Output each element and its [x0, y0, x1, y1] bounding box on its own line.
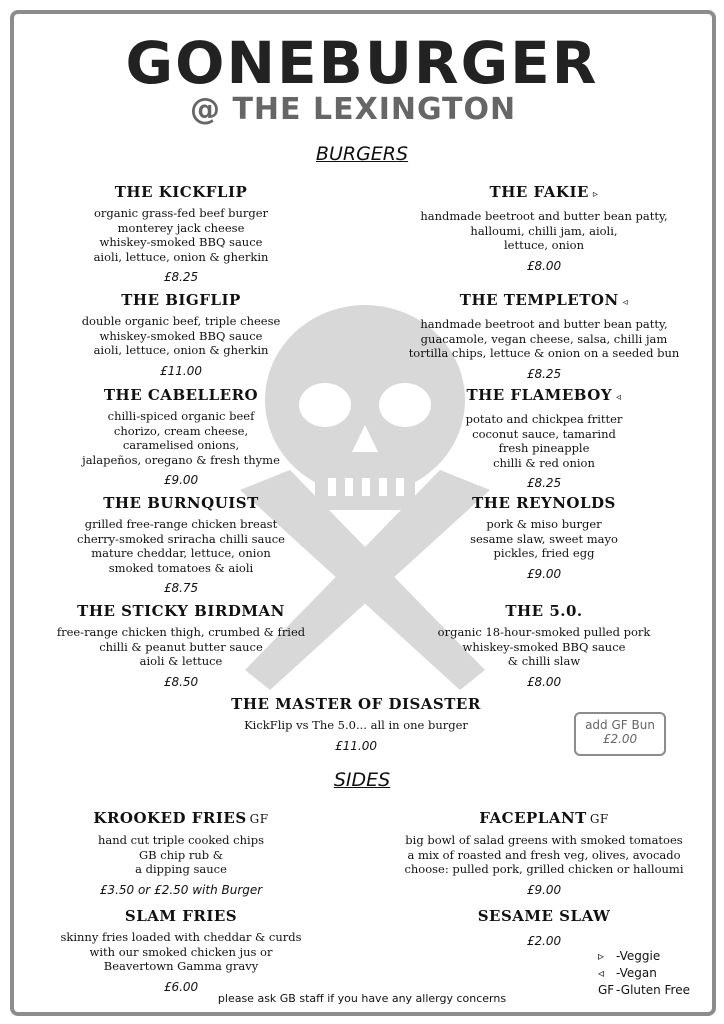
item-title: THE TEMPLETON: [459, 291, 619, 309]
menu-item: [200, 694, 512, 753]
menu-item: [394, 182, 694, 273]
menu-item: [394, 601, 694, 689]
item-price: £9.00: [526, 566, 562, 581]
section-heading-burgers: BURGERS: [315, 143, 409, 165]
item-price: £8.00: [526, 674, 562, 689]
vegan-icon: ◃: [622, 297, 629, 308]
item-price: £8.25: [163, 270, 199, 285]
allergy-note: please ask GB staff if you have any allergy concerns: [217, 992, 507, 1005]
item-price: £8.00: [526, 258, 562, 273]
gf-bun-price: £2.00: [602, 732, 638, 746]
item-price: £3.50 or £2.50 with Burger: [99, 882, 263, 897]
item-description: potato and chickpea fritter coconut sauce, tamarind fresh pineapple chilli & red onion: [465, 412, 623, 470]
item-description: big bowl of salad greens with smoked tomatoes a mix of roasted and fresh veg, olives, avocado choose: pulled pork, grilled chicken or halloumi: [404, 833, 684, 877]
item-price: £8.25: [526, 366, 562, 381]
item-title: FACEPLANT: [479, 809, 587, 827]
item-title: THE STICKY BIRDMAN: [77, 602, 285, 620]
legend-label: -Veggie: [616, 949, 661, 963]
item-title: THE FLAMEBOY: [466, 386, 613, 404]
item-price: £8.75: [163, 581, 199, 596]
item-title: THE 5.0.: [505, 602, 583, 620]
menu-item: [394, 290, 694, 381]
menu-item: [40, 182, 322, 284]
menu-item: [394, 493, 694, 581]
menu-item: [40, 290, 322, 378]
item-description: grilled free-range chicken breast cherry-smoked sriracha chilli sauce mature cheddar, lettuce, onion smoked tomatoes & aioli: [77, 517, 285, 575]
item-title: KROOKED FRIES: [93, 809, 247, 827]
item-title: THE BIGFLIP: [121, 291, 241, 309]
legend-label: -Gluten Free: [616, 983, 690, 997]
item-description: KickFlip vs The 5.0... all in one burger: [244, 718, 468, 732]
gf-bun-label: add GF Bun: [585, 718, 655, 732]
veggie-icon: ▹: [598, 949, 605, 963]
menu-item: [394, 808, 694, 897]
item-title: THE BURNQUIST: [103, 494, 259, 512]
legend-label: -Vegan: [616, 966, 657, 980]
item-description: pork & miso burger sesame slaw, sweet mayo pickles, fried egg: [470, 517, 618, 561]
item-description: free-range chicken thigh, crumbed & fried chilli & peanut butter sauce aioli & lettuce: [56, 625, 306, 669]
gf-icon: GF: [598, 983, 615, 997]
item-price: £6.00: [163, 979, 199, 994]
menu-item: [40, 601, 322, 689]
item-description: handmade beetroot and butter bean patty, guacamole, vegan cheese, salsa, chilli jam tortilla chips, lettuce & onion on a seeded bun: [408, 317, 680, 361]
item-description: chilli-spiced organic beef chorizo, cream cheese, caramelised onions, jalapeños, oregano & fresh thyme: [82, 409, 280, 467]
item-description: hand cut triple cooked chips GB chip rub & a dipping sauce: [98, 833, 264, 877]
item-title: THE CABELLERO: [103, 386, 259, 404]
brand-title: GONEBURGER: [125, 29, 599, 97]
veggie-icon: ▹: [592, 189, 599, 200]
item-title: THE KICKFLIP: [114, 183, 248, 201]
vegan-icon: ◃: [616, 392, 622, 403]
item-price: £11.00: [160, 363, 202, 378]
gluten-free-badge: GF: [589, 812, 609, 826]
item-price: £2.00: [526, 934, 562, 948]
item-description: organic grass-fed beef burger monterey jack cheese whiskey-smoked BBQ sauce aioli, lettuce, onion & gherkin: [93, 206, 269, 264]
menu-item: [394, 385, 694, 490]
item-price: £8.50: [163, 674, 199, 689]
item-title: THE FAKIE: [489, 183, 589, 201]
menu-item: [40, 906, 322, 994]
item-description: double organic beef, triple cheese whiskey-smoked BBQ sauce aioli, lettuce, onion & gherkin: [81, 314, 281, 358]
menu-item: [40, 385, 322, 487]
gf-bun-box: [574, 712, 666, 756]
menu-item: [40, 493, 322, 595]
venue-subtitle: @ THE LEXINGTON: [190, 92, 517, 127]
item-title: THE MASTER OF DISASTER: [231, 695, 481, 713]
vegan-icon: ◃: [598, 966, 605, 980]
item-price: £8.25: [526, 476, 562, 491]
item-title: SESAME SLAW: [477, 907, 611, 925]
item-price: £11.00: [335, 738, 377, 753]
item-description: organic 18-hour-smoked pulled pork whiskey-smoked BBQ sauce & chilli slaw: [437, 625, 651, 669]
item-price: £9.00: [163, 473, 199, 488]
item-title: THE REYNOLDS: [472, 494, 616, 512]
item-price: £9.00: [526, 882, 562, 897]
menu-item: [394, 906, 694, 948]
item-description: skinny fries loaded with cheddar & curds with our smoked chicken jus or Beavertown Gamma gravy: [60, 930, 302, 974]
item-description: handmade beetroot and butter bean patty, halloumi, chilli jam, aioli, lettuce, onion: [420, 209, 668, 253]
item-title: SLAM FRIES: [124, 907, 238, 925]
section-heading-sides: SIDES: [333, 769, 391, 791]
menu-item: [40, 808, 322, 897]
gluten-free-badge: GF: [249, 812, 269, 826]
